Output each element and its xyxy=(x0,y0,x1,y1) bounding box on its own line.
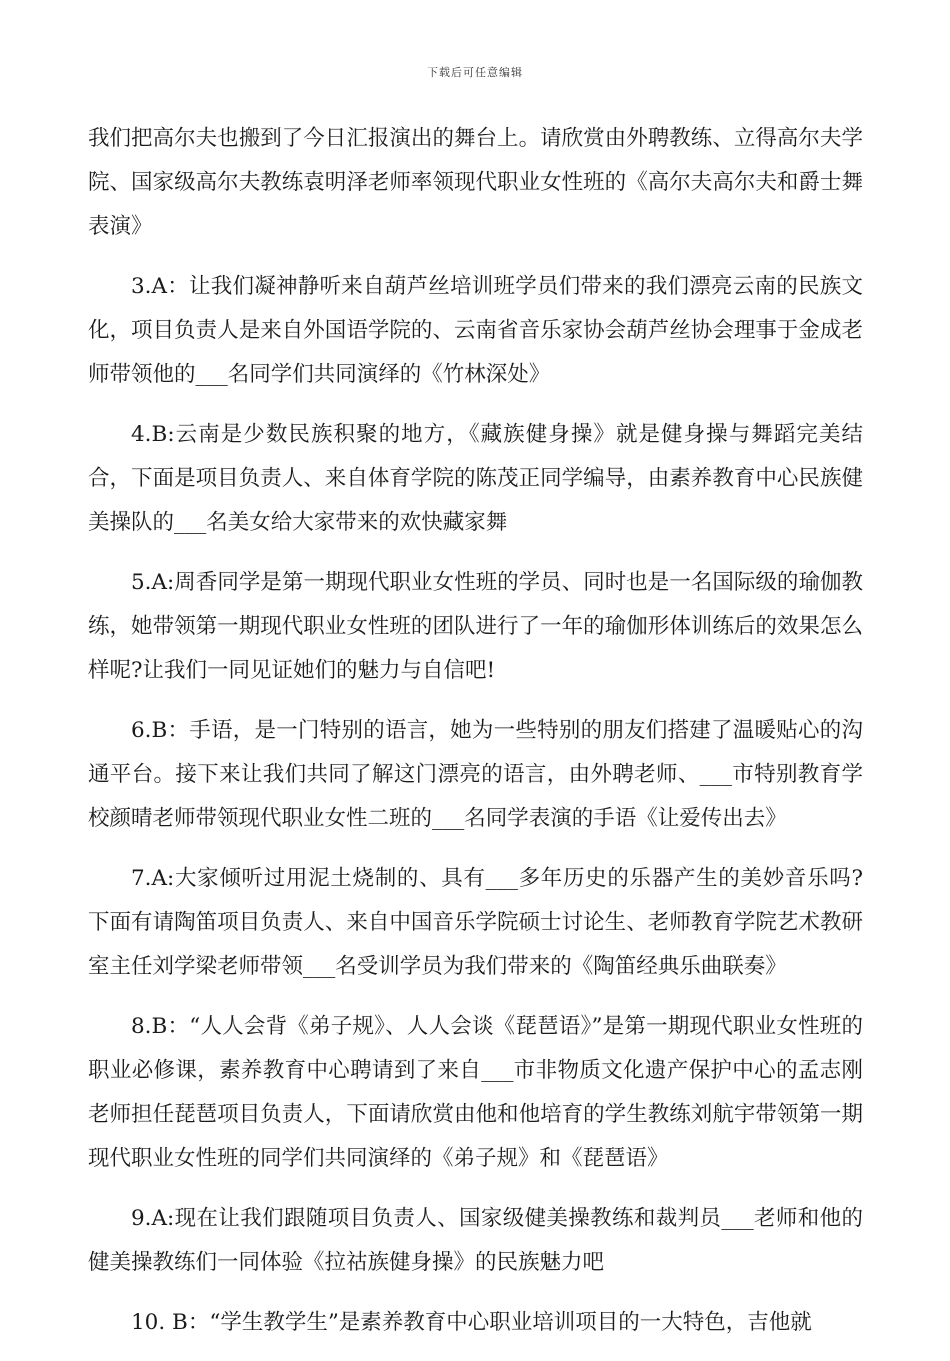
paragraph-4: 5.A:周香同学是第一期现代职业女性班的学员、同时也是一名国际级的瑜伽教练，她带领第一期现代职业女性班的团队进行了一年的瑜伽形体训练后的效果怎么样呢?让我们一同见证她们的魅力与自信吧! xyxy=(88,570,863,683)
document-body xyxy=(88,117,863,1361)
paragraph-5: 6.B：手语，是一门特别的语言，她为一些特别的朋友们搭建了温暖贴心的沟通平台。接下来让我们共同了解这门漂亮的语言，由外聘老师、___市特别教育学校颜晴老师带领现代职业女性二班的___名同学表演的手语《让爱传出去》 xyxy=(88,718,863,831)
paragraph-9: 10. B：“学生教学生”是素养教育中心职业培训项目的一大特色，吉他就 xyxy=(131,1310,812,1335)
page-header: 下载后可任意编辑 xyxy=(427,66,523,79)
paragraph-1: 我们把高尔夫也搬到了今日汇报演出的舞台上。请欣赏由外聘教练、立得高尔夫学院、国家级高尔夫教练袁明泽老师率领现代职业女性班的《高尔夫高尔夫和爵士舞表演》 xyxy=(88,126,863,239)
paragraph-6: 7.A:大家倾听过用泥土烧制的、具有___多年历史的乐器产生的美妙音乐吗?下面有请陶笛项目负责人、来自中国音乐学院硕士讨论生、老师教育学院艺术教研室主任刘学梁老师带领___名受训学员为我们带来的《陶笛经典乐曲联奏》 xyxy=(88,866,863,979)
paragraph-3: 4.B:云南是少数民族积聚的地方，《藏族健身操》就是健身操与舞蹈完美结合，下面是项目负责人、来自体育学院的陈茂正同学编导，由素养教育中心民族健美操队的___名美女给大家带来的欢快藏家舞 xyxy=(88,422,863,535)
paragraph-8: 9.A:现在让我们跟随项目负责人、国家级健美操教练和裁判员___老师和他的健美操教练们一同体验《拉祜族健身操》的民族魅力吧 xyxy=(88,1206,863,1275)
paragraph-2: 3.A：让我们凝神静听来自葫芦丝培训班学员们带来的我们漂亮云南的民族文化，项目负责人是来自外国语学院的、云南省音乐家协会葫芦丝协会理事于金成老师带领他的___名同学们共同演绎的《竹林深处》 xyxy=(88,274,863,387)
paragraph-7: 8.B：“人人会背《弟子规》、人人会谈《琵琶语》”是第一期现代职业女性班的职业必修课，素养教育中心聘请到了来自___市非物质文化遗产保护中心的孟志刚老师担任琵琶项目负责人，下面请欣赏由他和他培育的学生教练刘航宇带领第一期现代职业女性班的同学们共同演绎的《弟子规》和《琵琶语》 xyxy=(88,1014,863,1171)
